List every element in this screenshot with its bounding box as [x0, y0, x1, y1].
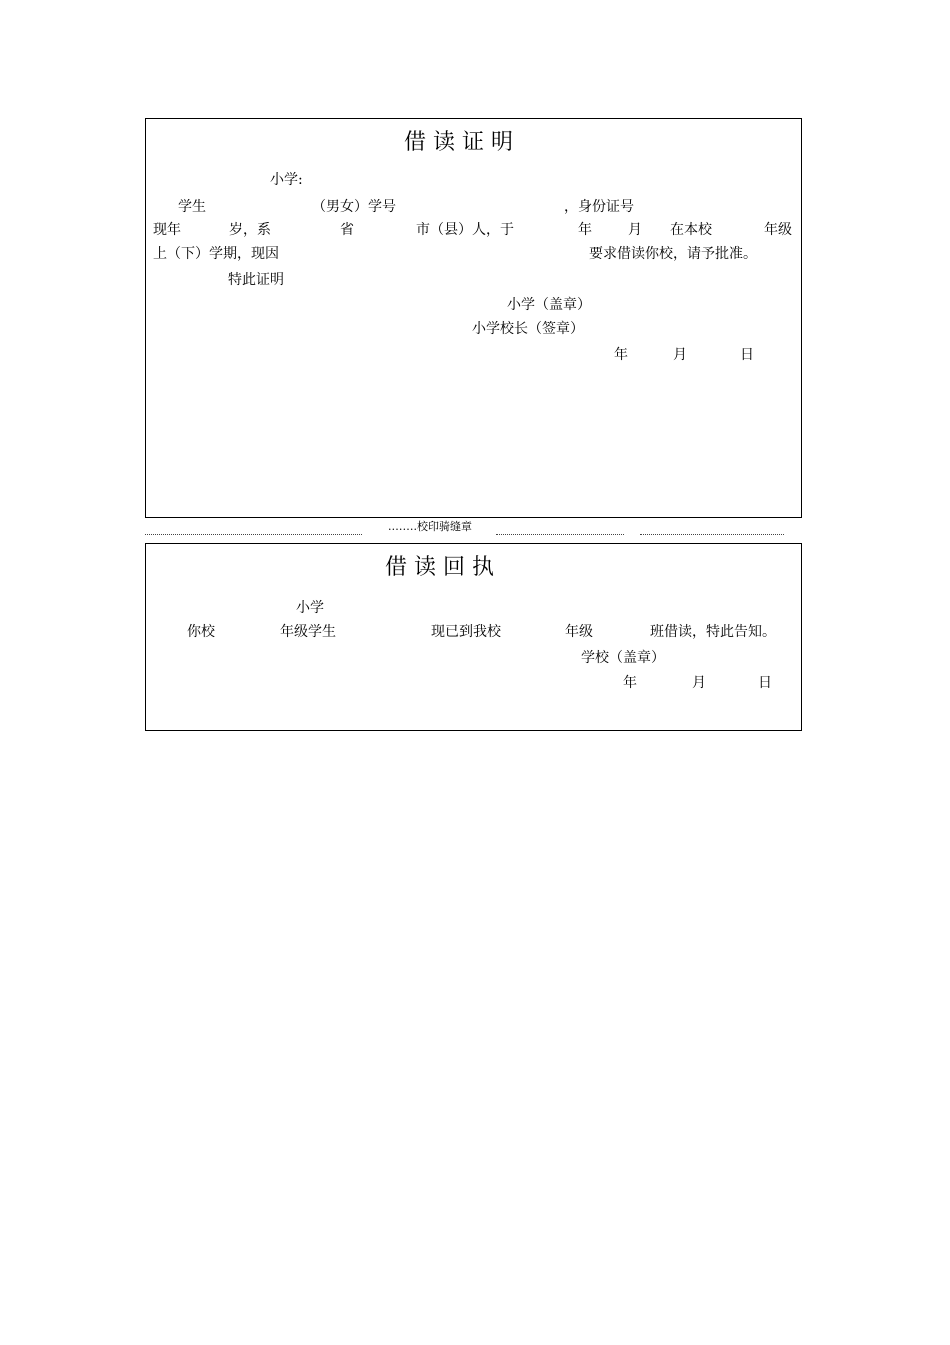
city-label: 市（县）人，于 [416, 222, 514, 238]
receipt-date-year: 年 [623, 675, 637, 691]
certificate-title: 借 读 证 明 [404, 130, 513, 155]
receipt-school: 小学 [296, 600, 324, 616]
semester-label: 上（下）学期，现因 [153, 246, 279, 262]
seam-dotted-line [145, 522, 362, 535]
receipt-stamp: 学校（盖章） [581, 650, 665, 666]
receipt-date-day: 日 [758, 675, 772, 691]
province-label: 省 [340, 222, 354, 238]
arrived-label: 现已到我校 [431, 624, 501, 640]
school-suffix: 小学: [270, 172, 303, 188]
now-age-label: 现年 [153, 222, 181, 238]
seam-dotted-line [640, 522, 784, 535]
idcard-label: ，身份证号 [564, 199, 634, 215]
certificate-form [145, 118, 802, 518]
request-text: 要求借读你校，请予批准。 [589, 246, 757, 262]
receipt-grade-label: 年级 [565, 624, 593, 640]
age-unit-label: 岁，系 [229, 222, 271, 238]
receipt-title: 借 读 回 执 [385, 555, 494, 580]
date-year: 年 [614, 347, 628, 363]
at-school-label: 在本校 [670, 222, 712, 238]
your-school-label: 你校 [187, 624, 215, 640]
month-label: 月 [628, 222, 642, 238]
year-label: 年 [578, 222, 592, 238]
hereby-text: 特此证明 [228, 272, 284, 288]
receipt-date-month: 月 [692, 675, 706, 691]
seam-stamp-label: .…….校印骑缝章 [388, 520, 472, 533]
gender-id-label: （男女）学号 [312, 199, 396, 215]
student-label: 学生 [178, 199, 206, 215]
grade-label: 年级 [764, 222, 792, 238]
principal-signature: 小学校长（签章） [472, 321, 584, 337]
grade-student-label: 年级学生 [280, 624, 336, 640]
school-stamp: 小学（盖章） [507, 297, 591, 313]
notice-text: 班借读，特此告知。 [650, 624, 776, 640]
date-day: 日 [740, 347, 754, 363]
seam-dotted-line [496, 522, 624, 535]
date-month: 月 [673, 347, 687, 363]
